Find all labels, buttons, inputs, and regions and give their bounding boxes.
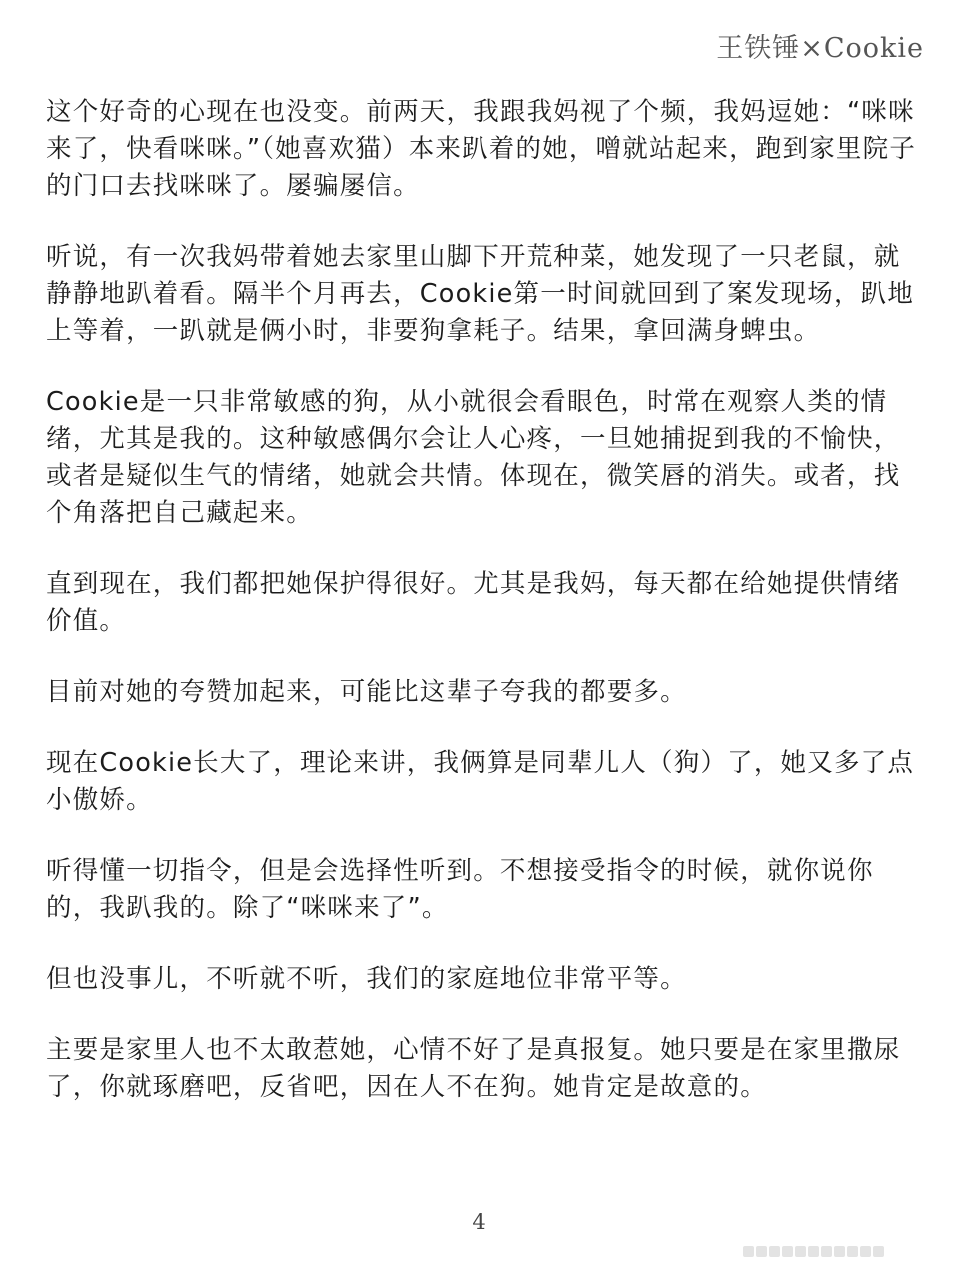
paragraph: 但也没事儿，不听就不听，我们的家庭地位非常平等。 bbox=[46, 964, 687, 994]
paragraph: 目前对她的夸赞加起来，可能比这辈子夸我的都要多。 bbox=[46, 677, 687, 707]
paragraph: 听得懂一切指令，但是会选择性听到。不想接受指令的时候，就你说你的，我趴我的。除了“咪咪来了”。 bbox=[46, 856, 874, 923]
paragraph: 听说，有一次我妈带着她去家里山脚下开荒种菜，她发现了一只老鼠，就静静地趴着看。隔半个月再去，Cookie第一时间就回到了案发现场，趴地上等着，一趴就是俩小时，非要狗拿耗子。结果，拿回满身蜱虫。 bbox=[46, 242, 915, 346]
paragraph: 这个好奇的心现在也没变。前两天，我跟我妈视了个频，我妈逗她：“咪咪来了，快看咪咪。”（她喜欢猫）本来趴着的她，噌就站起来，跑到家里院子的门口去找咪咪了。屡骗屡信。 bbox=[46, 97, 917, 201]
header-author: 王铁锤×Cookie bbox=[716, 33, 924, 64]
paragraph: 直到现在，我们都把她保护得很好。尤其是我妈，每天都在给她提供情绪价值。 bbox=[46, 569, 901, 636]
paragraph: 现在Cookie长大了，理论来讲，我俩算是同辈儿人（狗）了，她又多了点小傲娇。 bbox=[46, 748, 915, 815]
paragraph: 主要是家里人也不太敢惹她，心情不好了是真报复。她只要是在家里撒尿了，你就琢磨吧，反省吧，因在人不在狗。她肯定是故意的。 bbox=[46, 1035, 901, 1102]
article-body bbox=[46, 94, 926, 1140]
paragraph: Cookie是一只非常敏感的狗，从小就很会看眼色，时常在观察人类的情绪，尤其是我的。这种敏感偶尔会让人心疼，一旦她捕捉到我的不愉快，或者是疑似生气的情绪，她就会共情。体现在，微笑唇的消失。或者，找个角落把自己藏起来。 bbox=[46, 387, 901, 528]
watermark-logo bbox=[742, 1240, 942, 1264]
page-number: 4 bbox=[472, 1210, 486, 1234]
